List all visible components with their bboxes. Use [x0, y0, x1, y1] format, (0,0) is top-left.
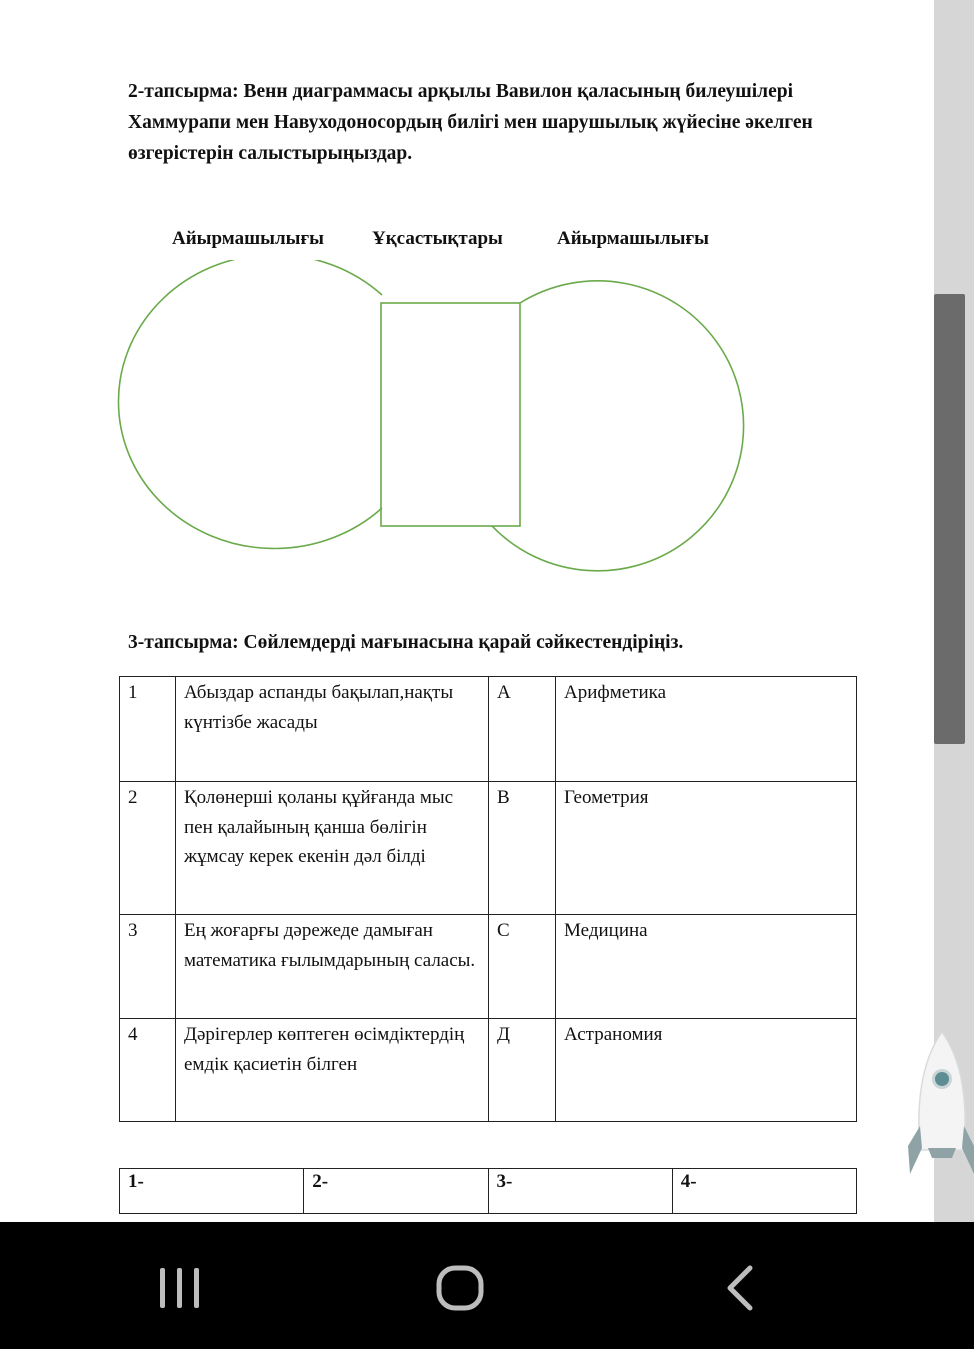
- row-letter: С: [489, 915, 556, 1019]
- row-statement: Дәрігерлер көптеген өсімдіктердің емдік қасиетін білген: [176, 1019, 489, 1122]
- row-number: 3: [120, 915, 176, 1019]
- home-icon[interactable]: [425, 1258, 495, 1318]
- table-row: [120, 782, 857, 915]
- scrollbar-thumb[interactable]: [934, 294, 965, 744]
- venn-right-circle[interactable]: [492, 281, 744, 571]
- row-number: 4: [120, 1019, 176, 1122]
- answer-cell-3[interactable]: 3-: [488, 1169, 672, 1214]
- recents-icon[interactable]: [145, 1258, 215, 1318]
- venn-left-label: Айырмашылығы: [172, 228, 324, 249]
- row-answer: Арифметика: [556, 677, 857, 782]
- table-row: [120, 1019, 857, 1122]
- back-icon[interactable]: [706, 1258, 776, 1318]
- row-statement: Қолөнерші қоланы құйғанда мыс пен қалайының қанша бөлігін жұмсау керек екенін дәл білді: [176, 782, 489, 915]
- table-row: [120, 677, 857, 782]
- row-statement: Ең жоғарғы дәрежеде дамыған математика ғылымдарының саласы.: [176, 915, 489, 1019]
- answer-cell-4[interactable]: 4-: [672, 1169, 856, 1214]
- matching-table: [119, 676, 857, 1122]
- row-answer: Геометрия: [556, 782, 857, 915]
- answer-table: [119, 1168, 857, 1214]
- row-letter: Д: [489, 1019, 556, 1122]
- rocket-icon[interactable]: [904, 1030, 974, 1180]
- venn-diagram: [100, 260, 800, 580]
- answer-cell-1[interactable]: 1-: [120, 1169, 304, 1214]
- row-answer: Астраномия: [556, 1019, 857, 1122]
- row-letter: В: [489, 782, 556, 915]
- task2-title: 2-тапсырма: Венн диаграммасы арқылы Вавилон қаласының билеушілері Хаммурапи мен Навуходоносордың билігі мен шарушылық жүйесіне әкелген өзгерістерін салыстырыңыздар.: [128, 81, 813, 164]
- venn-middle-label: Ұқсастықтары: [372, 228, 503, 249]
- task3-title: 3-тапсырма: Сөйлемдерді мағынасына қарай сәйкестендіріңіз.: [128, 632, 684, 653]
- row-number: 1: [120, 677, 176, 782]
- answer-row: [120, 1169, 857, 1214]
- row-answer: Медицина: [556, 915, 857, 1019]
- venn-middle-box[interactable]: [381, 303, 520, 526]
- table-row: [120, 915, 857, 1019]
- row-letter: А: [489, 677, 556, 782]
- row-number: 2: [120, 782, 176, 915]
- venn-left-circle[interactable]: [118, 260, 382, 549]
- answer-cell-2[interactable]: 2-: [304, 1169, 488, 1214]
- row-statement: Абыздар аспанды бақылап,нақты күнтізбе жасады: [176, 677, 489, 782]
- venn-right-label: Айырмашылығы: [557, 228, 709, 249]
